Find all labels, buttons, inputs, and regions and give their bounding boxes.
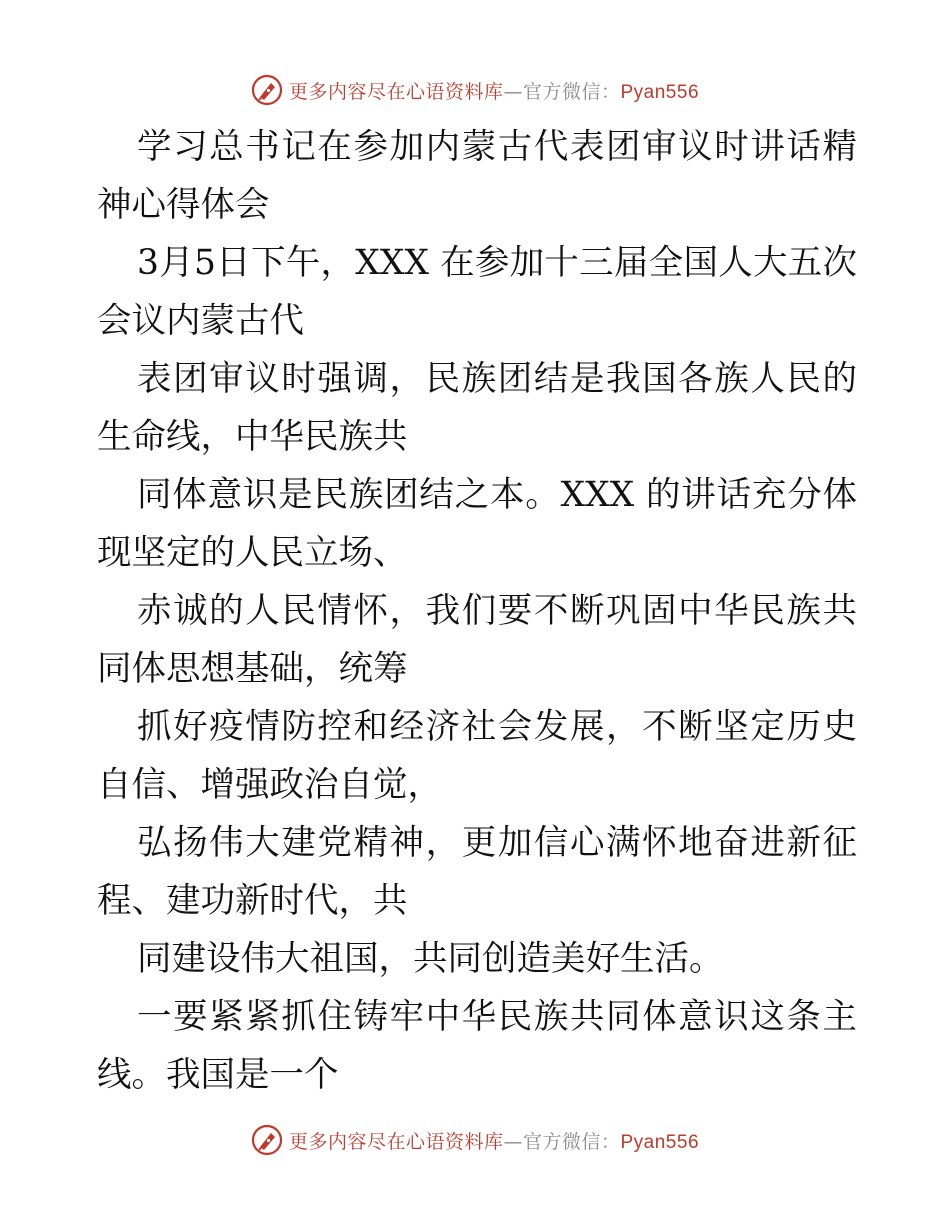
paragraph: 表团审议时强调，民族团结是我国各族人民的生命线，中华民族共	[97, 359, 857, 457]
paragraph: 弘扬伟大建党精神，更加信心满怀地奋进新征程、建功新时代，共	[97, 823, 857, 921]
pen-nib-logo-icon	[251, 1124, 283, 1156]
paragraph: 同建设伟大祖国，共同创造美好生活。	[137, 939, 724, 979]
header-banner	[0, 70, 950, 110]
paragraph: 一要紧紧抓住铸牢中华民族共同体意识这条主线。我国是一个	[97, 997, 857, 1095]
pen-nib-logo-icon	[251, 74, 283, 106]
paragraph: 抓好疫情防控和经济社会发展，不断坚定历史自信、增强政治自觉，	[97, 707, 857, 805]
banner-separator: —	[503, 1130, 523, 1153]
paragraph-title: 学习总书记在参加内蒙古代表团审议时讲话精神心得体会	[97, 127, 857, 225]
paragraph: 3月5日下午，XXX 在参加十三届全国人大五次会议内蒙古代	[97, 243, 857, 341]
banner-wechat-id: Pyan556	[620, 81, 700, 103]
banner-separator: —	[503, 80, 523, 103]
banner-slogan: 更多内容尽在心语资料库	[288, 80, 504, 103]
banner-wechat-label: 官方微信：	[522, 80, 621, 103]
document-body	[97, 118, 857, 1104]
banner-slogan: 更多内容尽在心语资料库	[288, 1130, 504, 1153]
banner-wechat-label: 官方微信：	[522, 1130, 621, 1153]
paragraph: 赤诚的人民情怀，我们要不断巩固中华民族共同体思想基础，统筹	[97, 591, 857, 689]
banner-wechat-id: Pyan556	[620, 1131, 700, 1153]
paragraph: 同体意识是民族团结之本。XXX 的讲话充分体现坚定的人民立场、	[97, 475, 857, 573]
footer-banner	[0, 1120, 950, 1160]
